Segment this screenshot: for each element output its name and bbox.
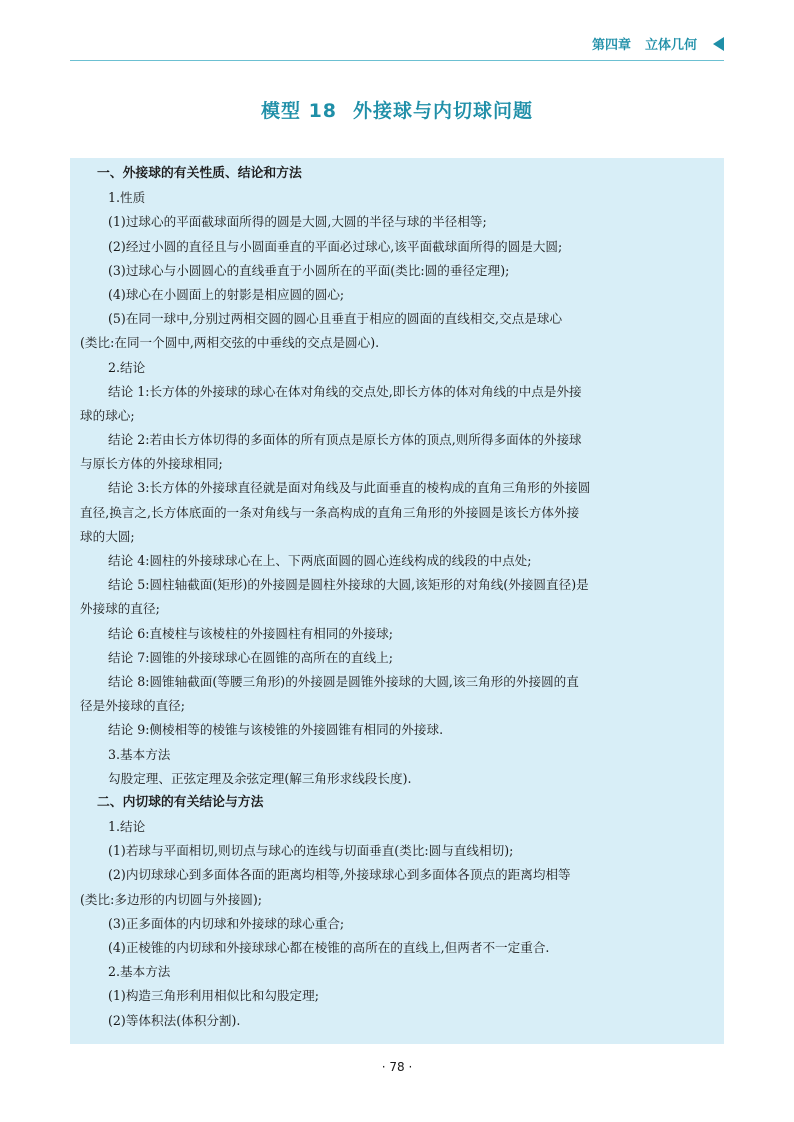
conclusion-item: (3)正多面体的内切球和外接球的球心重合; — [108, 915, 345, 931]
subsection-heading: 1.结论 — [108, 819, 146, 835]
conclusion-item: 结论 8:圆锥轴截面(等腰三角形)的外接圆是圆锥外接球的大圆,该三角形的外接圆的直 — [108, 673, 579, 689]
page-title — [0, 96, 794, 123]
subsection-heading: 2.结论 — [108, 359, 146, 375]
property-item: (5)在同一球中,分别过两相交圆的圆心且垂直于相应的圆面的直线相交,交点是球心 — [108, 311, 563, 327]
property-item: (4)球心在小圆面上的射影是相应圆的圆心; — [108, 286, 345, 302]
conclusion-item-continued: 径是外接球的直径; — [80, 698, 185, 714]
header-divider — [70, 60, 724, 61]
conclusion-item: 结论 4:圆柱的外接球球心在上、下两底面圆的圆心连线构成的线段的中点处; — [108, 553, 532, 568]
conclusion-item-continued: 球的球心; — [80, 407, 135, 423]
conclusion-item-continued: 外接球的直径; — [80, 601, 160, 617]
property-item: (1)过球心的平面截球面所得的圆是大圆,大圆的半径与球的半径相等; — [108, 214, 487, 230]
section-heading: 一、外接球的有关性质、结论和方法 — [97, 166, 302, 181]
subsection-heading: 2.基本方法 — [108, 964, 171, 980]
chapter-header — [592, 34, 724, 53]
conclusion-item: 结论 6:直棱柱与该棱柱的外接圆柱有相同的外接球; — [108, 625, 393, 641]
conclusion-item: 结论 7:圆锥的外接球球心在圆锥的高所在的直线上; — [108, 649, 393, 665]
conclusion-item: 结论 9:侧棱相等的棱锥与该棱锥的外接圆锥有相同的外接球. — [108, 722, 444, 738]
conclusion-item: 结论 5:圆柱轴截面(矩形)的外接圆是圆柱外接球的大圆,该矩形的对角线(外接圆直径)是 — [108, 577, 589, 593]
method-item: (1)构造三角形利用相似比和勾股定理; — [108, 988, 319, 1004]
conclusion-item: 结论 2:若由长方体切得的多面体的所有顶点是原长方体的顶点,则所得多面体的外接球 — [108, 432, 582, 448]
property-item-continued: (类比:在同一个圆中,两相交弦的中垂线的交点是圆心). — [80, 335, 380, 351]
conclusion-item: (1)若球与平面相切,则切点与球心的连线与切面垂直(类比:圆与直线相切); — [108, 843, 514, 859]
subsection-heading: 1.性质 — [108, 190, 146, 206]
conclusion-item: (4)正棱锥的内切球和外接球球心都在棱锥的高所在的直线上,但两者不一定重合. — [108, 940, 550, 955]
conclusion-item-continued: 与原长方体的外接球相同; — [80, 456, 223, 472]
property-item: (2)经过小圆的直径且与小圆面垂直的平面必过球心,该平面截球面所得的圆是大圆; — [108, 238, 563, 254]
method-item: (2)等体积法(体积分割). — [108, 1012, 241, 1028]
conclusion-item-continued: (类比:多边形的内切圆与外接圆); — [80, 891, 263, 907]
section-heading: 二、内切球的有关结论与方法 — [97, 794, 264, 810]
section-label: 立体几何 — [644, 38, 697, 53]
content-box — [70, 158, 724, 1044]
conclusion-item: 结论 1:长方体的外接球的球心在体对角线的交点处,即长方体的体对角线的中点是外接 — [108, 383, 582, 399]
conclusion-item: (2)内切球球心到多面体各面的距离均相等,外接球球心到多面体各顶点的距离均相等 — [108, 867, 571, 883]
conclusion-item-continued: 球的大圆; — [80, 528, 135, 544]
page-number: · 78 · — [381, 1060, 413, 1074]
title-text: 外接球与内切球问题 — [353, 100, 534, 122]
triangle-left-icon — [713, 37, 724, 51]
property-item: (3)过球心与小圆圆心的直线垂直于小圆所在的平面(类比:圆的垂径定理); — [108, 262, 510, 278]
subsection-heading: 3.基本方法 — [108, 746, 171, 762]
model-number: 模型 18 — [260, 100, 338, 122]
chapter-label: 第四章 — [591, 38, 631, 53]
method-item: 勾股定理、正弦定理及余弦定理(解三角形求线段长度). — [108, 770, 412, 786]
conclusion-item-continued: 直径,换言之,长方体底面的一条对角线与一条高构成的直角三角形的外接圆是该长方体外接 — [80, 504, 580, 520]
conclusion-item: 结论 3:长方体的外接球直径就是面对角线及与此面垂直的棱构成的直角三角形的外接圆 — [108, 480, 591, 496]
